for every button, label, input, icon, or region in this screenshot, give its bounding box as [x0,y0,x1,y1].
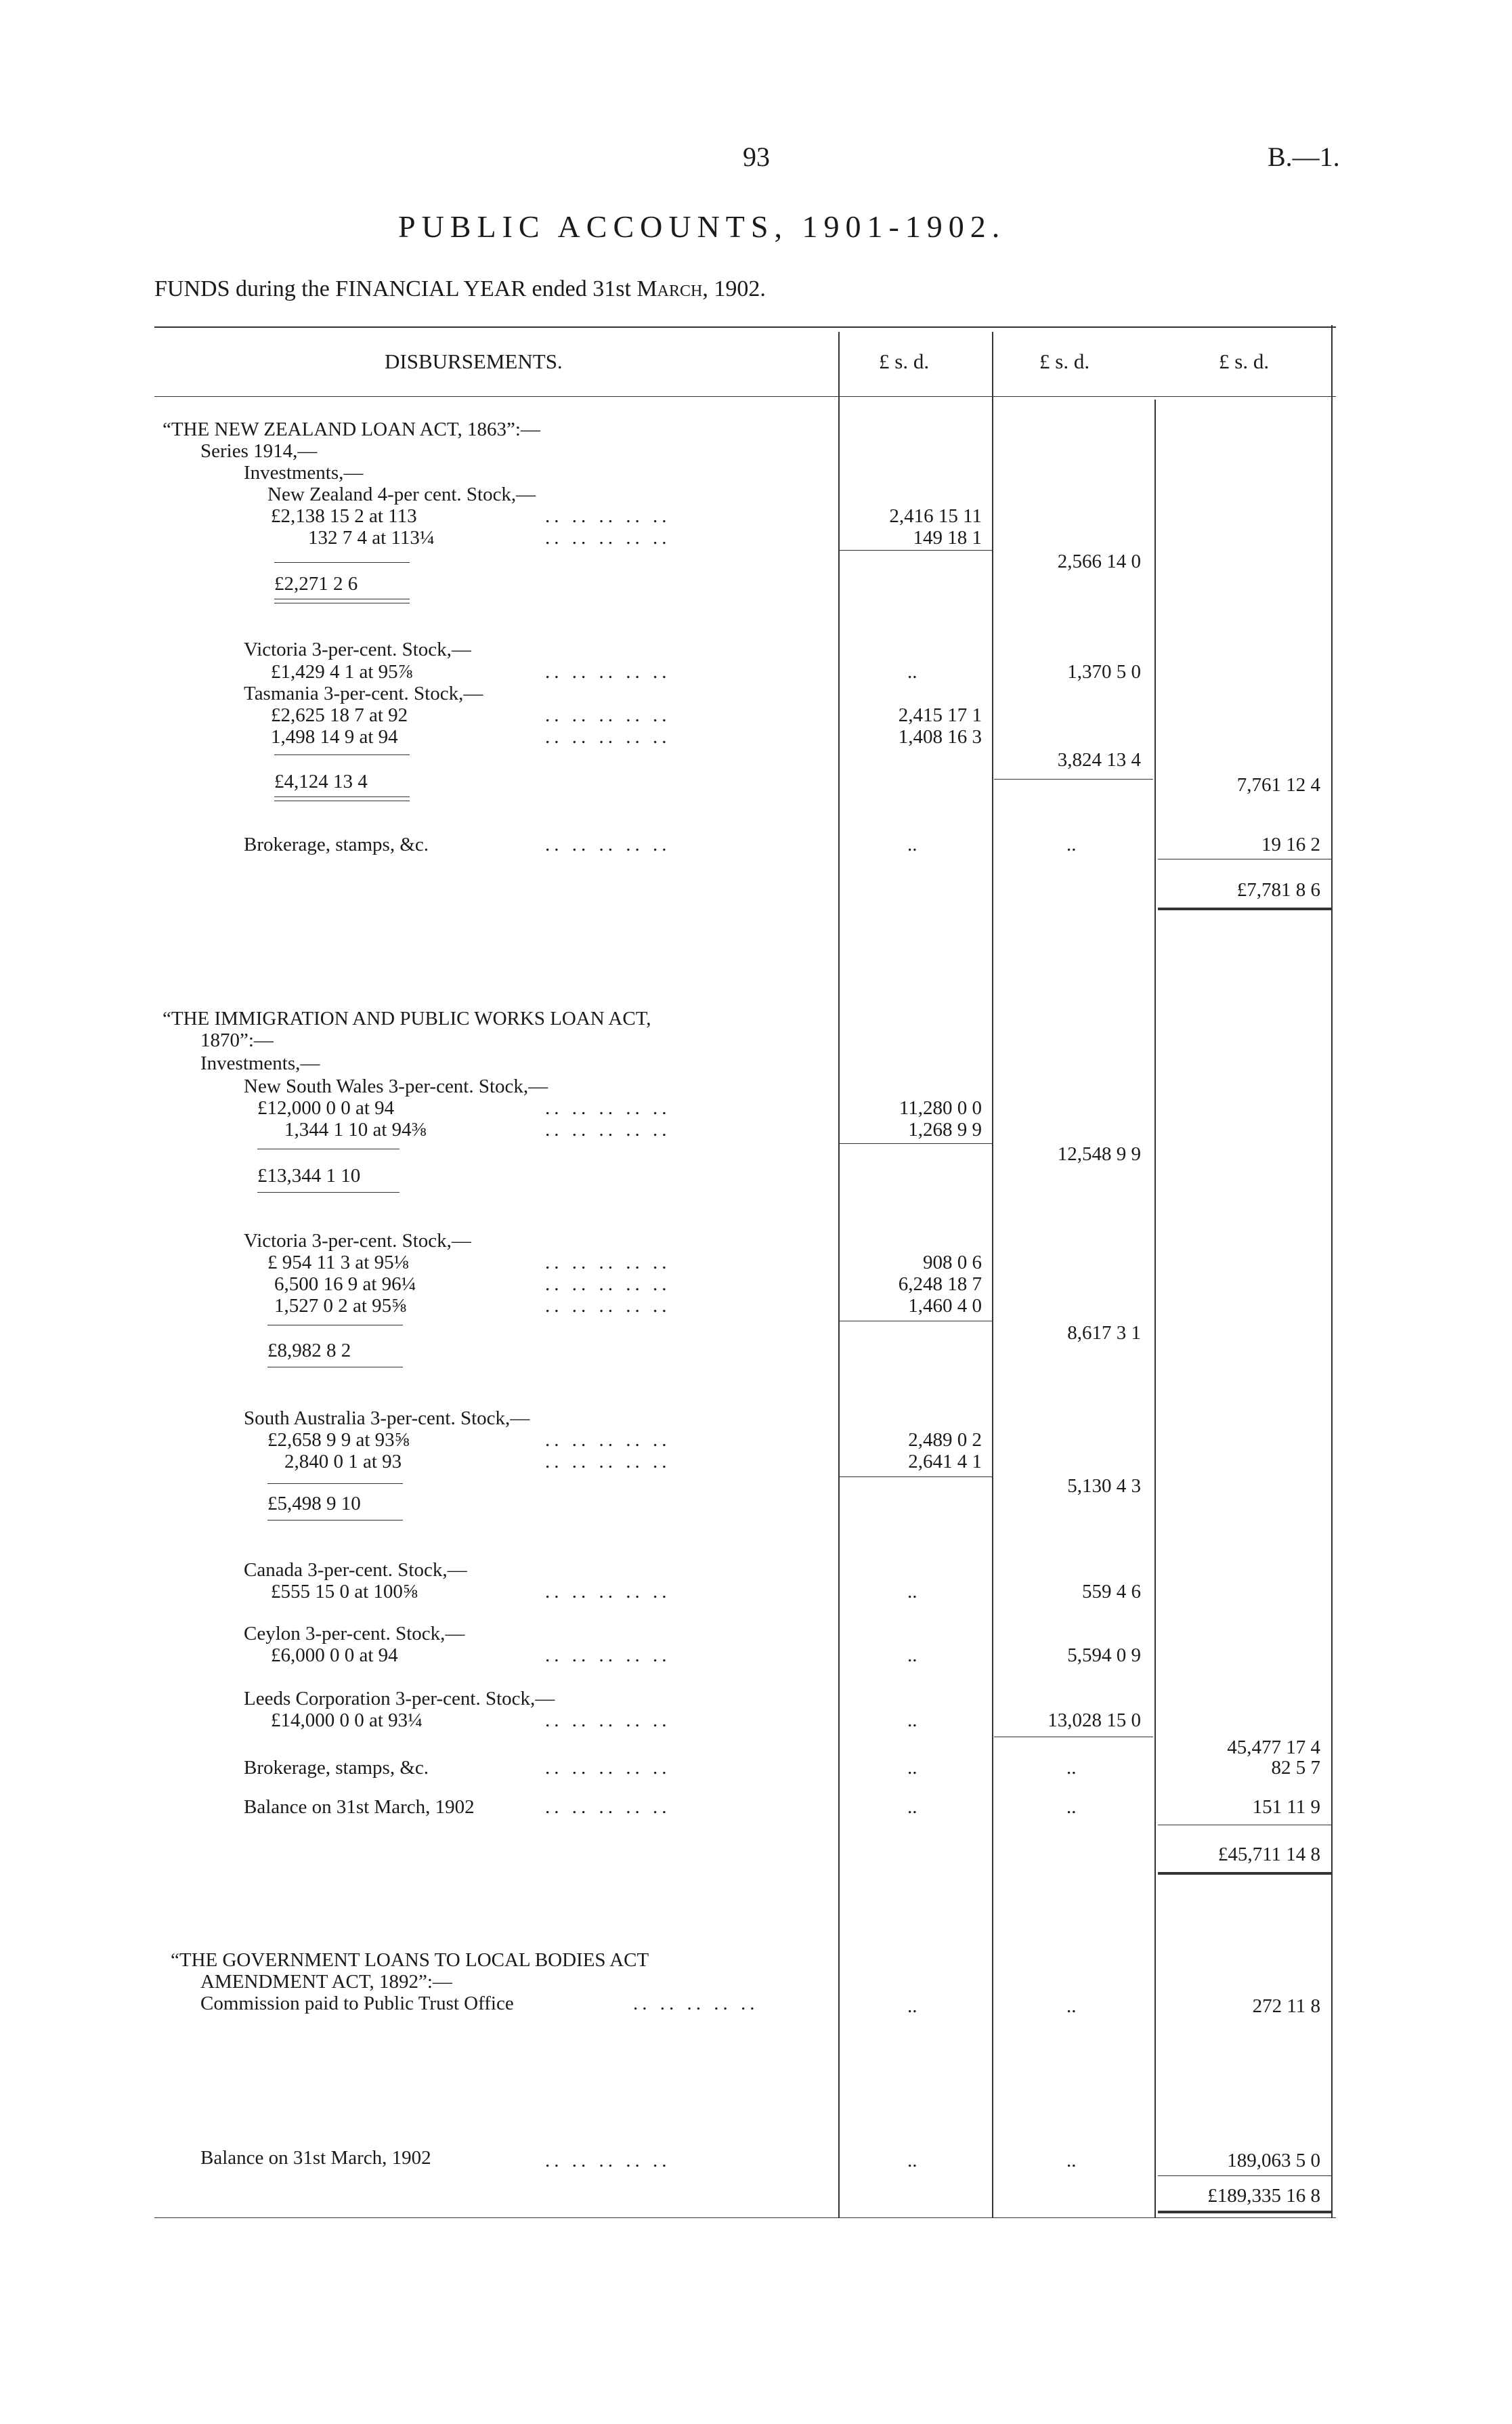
s2-investments: Investments,— [200,1052,320,1074]
s2-leeds-total: 13,028 15 0 [1047,1709,1141,1731]
s2-sa-sum: £5,498 9 10 [267,1493,361,1514]
s2-canada-line-1: £555 15 0 at 100⅝ [271,1581,418,1602]
s2-nsw-line-2-amount: 1,268 9 9 [908,1119,982,1141]
sum-rule [274,562,410,563]
s1-nz-line-2-amount: 149 18 1 [913,527,982,549]
page-number: 93 [743,142,770,172]
s1-vic-stock: Victoria 3-per-cent. Stock,— [244,639,471,660]
sum-rule [257,1192,399,1193]
s2-ceylon-total: 5,594 0 9 [1067,1644,1141,1666]
s2-brokerage-amount: 82 5 7 [1271,1757,1320,1779]
column-header-1: £ s. d. [879,349,930,373]
s3-commission-col1: .. [907,1995,917,2017]
s2-vic-line-1-amount: 908 0 6 [923,1252,982,1273]
table-header-rule [154,396,1336,397]
s1-tas-sum: £4,124 13 4 [274,771,368,792]
s2-vic-line-3: 1,527 0 2 at 95⅝ [274,1295,406,1317]
leader-dots: .. .. .. .. .. [545,1644,671,1666]
sum-rule [274,754,410,755]
subtotal-rule [994,779,1153,780]
s2-ceylon-col1: .. [907,1644,917,1666]
s2-leeds-stock: Leeds Corporation 3-per-cent. Stock,— [244,1688,555,1709]
total-double-rule [1158,2211,1331,2213]
document-reference: B.—1. [1268,142,1340,172]
leader-dots: .. .. .. .. .. [545,527,671,549]
s3-total: £189,335 16 8 [1207,2185,1320,2207]
s2-balance-amount: 151 11 9 [1252,1796,1320,1818]
leader-dots: .. .. .. .. .. [545,1119,671,1141]
s1-tas-total: 3,824 13 4 [1057,749,1141,771]
table-top-rule [154,326,1336,328]
leader-dots: .. .. .. .. .. [545,1097,671,1119]
s2-brokerage-col2: .. [1066,1757,1077,1779]
s2-total: £45,711 14 8 [1217,1844,1320,1865]
leader-dots: .. .. .. .. .. [545,661,671,683]
leader-dots: .. .. .. .. .. [545,1581,671,1602]
s1-brokerage-amount: 19 16 2 [1261,834,1320,855]
s1-tas-line-2: 1,498 14 9 at 94 [271,726,398,748]
s1-vic-total: 1,370 5 0 [1067,661,1141,683]
leader-dots: .. .. .. .. .. [545,1757,671,1779]
s1-brokerage-col2: .. [1066,834,1077,855]
leader-dots: .. .. .. .. .. [545,2150,671,2171]
s1-brokerage: Brokerage, stamps, &c. [244,834,429,855]
s2-sa-line-1: £2,658 9 9 at 93⅝ [267,1429,410,1451]
s2-vic-line-2-amount: 6,248 18 7 [898,1273,982,1295]
s2-vic-total: 8,617 3 1 [1067,1322,1141,1344]
s2-vic-line-2: 6,500 16 9 at 96¼ [274,1273,416,1295]
s2-sa-total: 5,130 4 3 [1067,1475,1141,1497]
leader-dots: .. .. .. .. .. [545,1295,671,1317]
s2-vic-line-1: £ 954 11 3 at 95⅛ [267,1252,409,1273]
subtitle-suffix: , 1902. [702,276,766,301]
subtotal-rule [840,1476,992,1477]
s1-tas-stock: Tasmania 3-per-cent. Stock,— [244,683,483,704]
leader-dots: .. .. .. .. .. [545,704,671,726]
leader-dots: .. .. .. .. .. [545,1709,671,1731]
s1-nz-stock: New Zealand 4-per cent. Stock,— [267,484,536,505]
subtotal-rule [840,550,992,551]
s1-series: Series 1914,— [200,440,318,462]
column-header-disbursements: DISBURSEMENTS. [385,349,563,373]
s2-nsw-total: 12,548 9 9 [1057,1143,1141,1165]
s2-canada-stock: Canada 3-per-cent. Stock,— [244,1559,467,1581]
s1-investments: Investments,— [244,462,364,484]
sum-rule [267,1520,403,1521]
s1-tas-line-1-amount: 2,415 17 1 [898,704,982,726]
s2-balance: Balance on 31st March, 1902 [244,1796,475,1818]
s3-commission-amount: 272 11 8 [1252,1995,1320,2017]
s1-nz-line-1-amount: 2,416 15 11 [889,505,982,527]
s3-commission: Commission paid to Public Trust Office [200,1993,514,2014]
s2-canada-total: 559 4 6 [1082,1581,1141,1602]
page-title: PUBLIC ACCOUNTS, 1901-1902. [398,209,1006,244]
s2-balance-col1: .. [907,1796,917,1818]
leader-dots: .. .. .. .. .. [545,726,671,748]
s2-sa-line-2-amount: 2,641 4 1 [908,1451,982,1472]
column-divider-3 [1154,400,1156,2217]
s1-nz-line-1: £2,138 15 2 at 113 [271,505,417,527]
s2-sa-line-2: 2,840 0 1 at 93 [284,1451,402,1472]
leader-dots: .. .. .. .. .. [545,1451,671,1472]
column-header-3: £ s. d. [1219,349,1270,373]
total-double-rule [1158,908,1331,910]
s1-nz-sum: £2,271 2 6 [274,573,358,595]
s2-sa-stock: South Australia 3-per-cent. Stock,— [244,1407,530,1429]
leader-dots: .. .. .. .. .. [545,1273,671,1295]
page-subtitle [154,278,766,301]
subtitle-month: March [636,276,703,301]
s2-nsw-line-2: 1,344 1 10 at 94⅜ [284,1119,427,1141]
s1-vic-line-1-col1: .. [907,661,917,683]
s2-nsw-sum: £13,344 1 10 [257,1165,361,1187]
s1-vic-line-1: £1,429 4 1 at 95⅞ [271,661,413,683]
s1-tas-line-1: £2,625 18 7 at 92 [271,704,408,726]
subtotal-rule [840,1143,992,1144]
s2-grand-total: 45,477 17 4 [1227,1737,1320,1758]
leader-dots: .. .. .. .. .. [545,1796,671,1818]
column-header-2: £ s. d. [1039,349,1090,373]
s1-nz-line-2: 132 7 4 at 113¼ [308,527,435,549]
s2-act-title-line-2: 1870”:— [200,1029,274,1051]
s2-ceylon-stock: Ceylon 3-per-cent. Stock,— [244,1623,465,1644]
column-divider-2 [992,332,993,2217]
s2-ceylon-line-1: £6,000 0 0 at 94 [271,1644,398,1666]
s2-nsw-line-1: £12,000 0 0 at 94 [257,1097,395,1119]
s1-brokerage-col1: .. [907,834,917,855]
table-right-border [1331,325,1333,2217]
leader-dots: .. .. .. .. .. [545,834,671,855]
s1-total: £7,781 8 6 [1236,879,1320,901]
s2-act-title-line-1: “THE IMMIGRATION AND PUBLIC WORKS LOAN ACT, [163,1008,651,1029]
s2-vic-stock: Victoria 3-per-cent. Stock,— [244,1230,471,1252]
s2-leeds-line-1: £14,000 0 0 at 93¼ [271,1709,423,1731]
s2-canada-col1: .. [907,1581,917,1602]
leader-dots: .. .. .. .. .. [545,1429,671,1451]
s3-balance-col1: .. [907,2150,917,2171]
sum-double-rule [274,796,410,797]
s2-vic-line-3-amount: 1,460 4 0 [908,1295,982,1317]
total-rule [1158,2175,1331,2176]
s1-act-title: “THE NEW ZEALAND LOAN ACT, 1863”:— [163,419,540,440]
s2-nsw-line-1-amount: 11,280 0 0 [899,1097,982,1119]
s1-nz-total: 2,566 14 0 [1057,551,1141,572]
s3-act-title-line-1: “THE GOVERNMENT LOANS TO LOCAL BODIES ACT [171,1949,649,1971]
s1-tas-line-2-amount: 1,408 16 3 [898,726,982,748]
s3-act-title-line-2: AMENDMENT ACT, 1892”:— [200,1971,452,1993]
s2-sa-line-1-amount: 2,489 0 2 [908,1429,982,1451]
s2-brokerage: Brokerage, stamps, &c. [244,1757,429,1779]
s2-brokerage-col1: .. [907,1757,917,1779]
s3-balance: Balance on 31st March, 1902 [200,2147,431,2169]
s3-balance-amount: 189,063 5 0 [1227,2150,1320,2171]
s2-nsw-stock: New South Wales 3-per-cent. Stock,— [244,1076,548,1097]
s2-vic-sum: £8,982 8 2 [267,1340,351,1361]
leader-dots: .. .. .. .. .. [545,1252,671,1273]
table-bottom-rule [154,2217,1336,2218]
s3-commission-col2: .. [1066,1995,1077,2017]
s2-leeds-col1: .. [907,1709,917,1731]
leader-dots: .. .. .. .. .. [545,505,671,527]
leader-dots: .. .. .. .. .. [633,1993,759,2014]
sum-rule [267,1483,403,1484]
s1-grand-total: 7,761 12 4 [1236,774,1320,796]
s2-balance-col2: .. [1066,1796,1077,1818]
total-double-rule [1158,1872,1331,1875]
subtitle-prefix: FUNDS during the FINANCIAL YEAR ended 31st [154,276,631,301]
s3-balance-col2: .. [1066,2150,1077,2171]
